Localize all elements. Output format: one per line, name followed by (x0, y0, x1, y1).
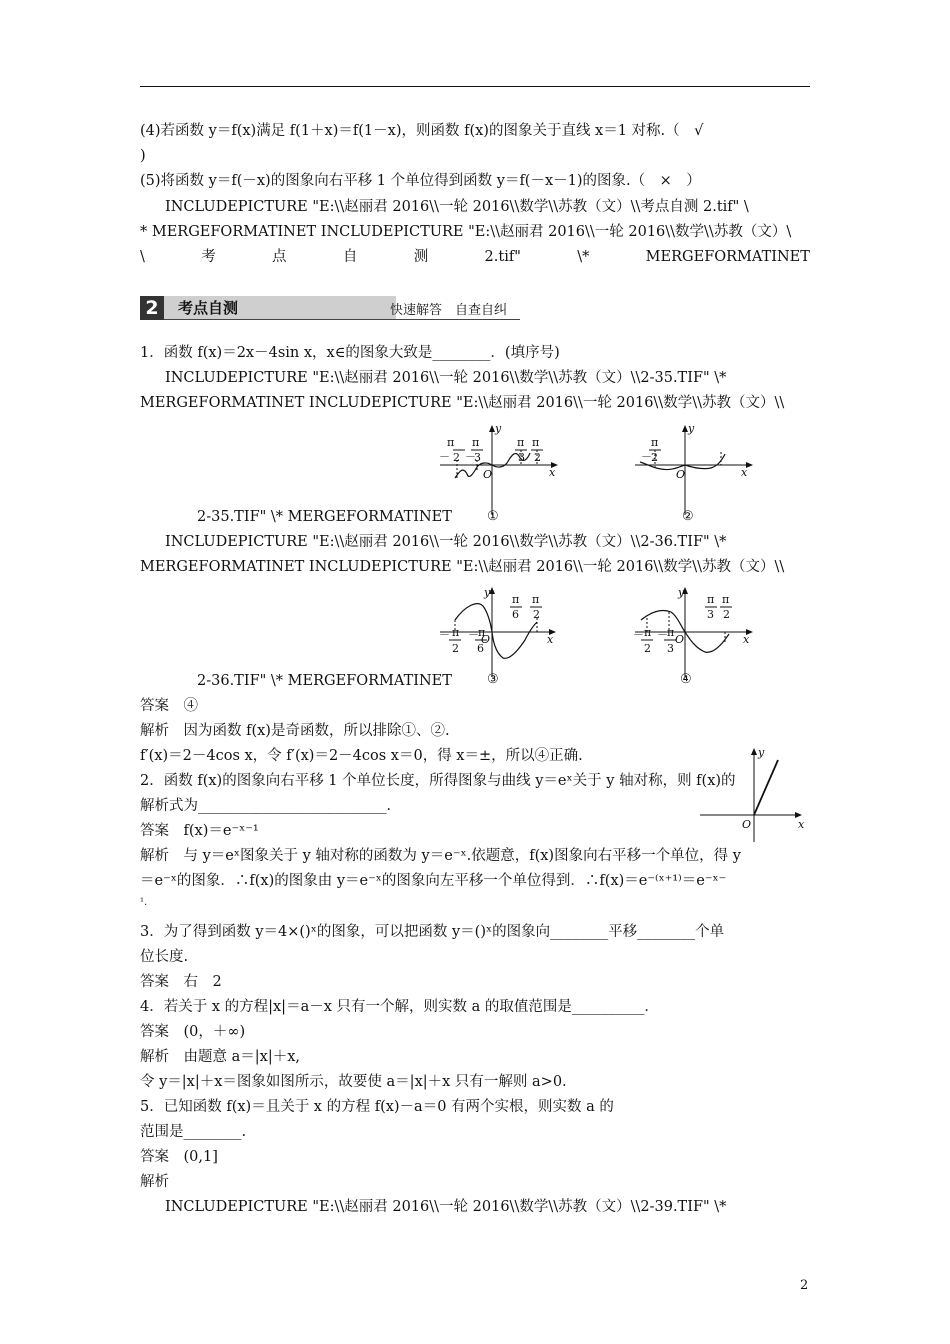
svg-text:x: x (741, 466, 748, 479)
text-line: * MERGEFORMATINET INCLUDEPICTURE "E:\\赵丽君 2016\\一轮 2016\\数学\\苏教（文）\ (140, 224, 792, 240)
section-number: 2 (140, 296, 164, 320)
svg-text:y: y (758, 746, 765, 759)
text-line: (5)将函数 y＝f(－x)的图象向右平移 1 个单位得到函数 y＝f(－x－1)的图象.（ × ） (140, 173, 701, 189)
text-line: INCLUDEPICTURE "E:\\赵丽君 2016\\一轮 2016\\数学\\苏教（文）\\2-35.TIF" \* (165, 370, 727, 386)
svg-text:π: π (707, 593, 715, 606)
svg-text:O: O (675, 633, 685, 646)
svg-text:2: 2 (644, 642, 651, 655)
answer-2: 答案 f(x)＝e⁻ˣ⁻¹ (140, 823, 259, 839)
solution-5: 解析 (140, 1174, 169, 1190)
svg-text:π: π (532, 593, 540, 606)
header-rule (140, 86, 810, 87)
svg-text:π: π (517, 436, 525, 449)
svg-text:π: π (644, 626, 652, 639)
svg-text:－: － (641, 450, 652, 463)
solution-1: 解析 因为函数 f(x)是奇函数，所以排除①、②. (140, 723, 450, 739)
svg-text:2: 2 (452, 642, 459, 655)
text-line: INCLUDEPICTURE "E:\\赵丽君 2016\\一轮 2016\\数学\\苏教（文）\\2-39.TIF" \* (165, 1199, 727, 1215)
text-line: MERGEFORMATINET INCLUDEPICTURE "E:\\赵丽君 2016\\一轮 2016\\数学\\苏教（文）\\ (140, 559, 785, 575)
section-header (140, 296, 520, 320)
svg-text:6: 6 (512, 608, 519, 621)
svg-text:y: y (688, 422, 695, 435)
text-line: ¹. (140, 897, 148, 908)
solution-4: 解析 由题意 a＝|x|＋x, (140, 1049, 300, 1065)
svg-text:y: y (484, 586, 491, 599)
text-line: INCLUDEPICTURE "E:\\赵丽君 2016\\一轮 2016\\数学\\苏教（文）\\考点自测 2.tif" \ (165, 199, 749, 215)
question-1: 1．函数 f(x)＝2x－4sin x，x∈的图象大致是________．(填序号) (140, 345, 560, 361)
text-line: INCLUDEPICTURE "E:\\赵丽君 2016\\一轮 2016\\数学\\苏教（文）\\2-36.TIF" \* (165, 534, 727, 550)
answer-4: 答案 (0，＋∞) (140, 1024, 246, 1040)
svg-text:π: π (512, 593, 520, 606)
svg-text:3: 3 (518, 451, 525, 464)
text-line: ＝e⁻ˣ的图象．∴f(x)的图象由 y＝e⁻ˣ的图象向左平移一个单位得到．∴f(x)＝e⁻⁽ˣ⁺¹⁾＝e⁻ˣ⁻ (140, 873, 727, 889)
question-2: 2．函数 f(x)的图象向右平移 1 个单位长度，所得图象与曲线 y＝eˣ关于 y 轴对称，则 f(x)的 (140, 773, 736, 789)
svg-text:x: x (743, 633, 750, 646)
svg-text:－: － (633, 628, 644, 641)
svg-text:3: 3 (707, 608, 714, 621)
text-line: 2-36.TIF" \* MERGEFORMATINET (197, 673, 452, 689)
solution-2: 解析 与 y＝eˣ图象关于 y 轴对称的函数为 y＝e⁻ˣ.依题意，f(x)图象向右平移一个单位，得 y (140, 848, 741, 864)
svg-text:②: ② (682, 509, 694, 524)
svg-text:π: π (478, 626, 486, 639)
svg-text:－: － (439, 450, 450, 463)
svg-text:3: 3 (667, 642, 674, 655)
answer-1: 答案 ④ (140, 698, 198, 714)
svg-text:π: π (532, 436, 540, 449)
svg-text:π: π (447, 436, 455, 449)
svg-text:－: － (465, 450, 476, 463)
question-4: 4．若关于 x 的方程|x|＝a－x 只有一个解，则实数 a 的取值范围是__________． (140, 999, 659, 1015)
svg-text:－: － (439, 628, 450, 641)
text-line: MERGEFORMATINET INCLUDEPICTURE "E:\\赵丽君 2016\\一轮 2016\\数学\\苏教（文）\\ (140, 395, 785, 411)
svg-text:O: O (742, 818, 752, 831)
question-5: 5．已知函数 f(x)＝且关于 x 的方程 f(x)－a＝0 有两个实根，则实数 a 的 (140, 1099, 614, 1115)
graph-figure-3-4 (425, 582, 770, 687)
svg-text:2: 2 (534, 451, 541, 464)
svg-text:3: 3 (474, 451, 481, 464)
svg-text:－: － (468, 628, 479, 641)
text-line: 令 y＝|x|＋x＝图象如图所示，故要使 a＝|x|＋x 只有一解则 a>0. (140, 1074, 567, 1090)
svg-text:x: x (798, 818, 805, 831)
svg-text:O: O (483, 468, 493, 481)
svg-text:6: 6 (477, 642, 484, 655)
text-line: 2-35.TIF" \* MERGEFORMATINET (197, 509, 452, 525)
svg-text:y: y (678, 586, 685, 599)
page-number: 2 (800, 1278, 809, 1293)
svg-text:－: － (657, 628, 668, 641)
text-line: (4)若函数 y＝f(x)满足 f(1＋x)＝f(1－x)，则函数 f(x)的图象关于直线 x＝1 对称.（ √ (140, 123, 704, 139)
svg-text:x: x (549, 466, 556, 479)
svg-text:π: π (651, 436, 659, 449)
svg-text:2: 2 (723, 608, 730, 621)
svg-text:2: 2 (651, 451, 658, 464)
text-line: 位长度. (140, 949, 189, 965)
svg-text:π: π (472, 436, 480, 449)
svg-text:O: O (676, 468, 686, 481)
svg-text:y: y (495, 422, 502, 435)
question-3: 3．为了得到函数 y＝4×()ˣ的图象，可以把函数 y＝()ˣ的图象向________平移________个单 (140, 924, 725, 940)
text-line: f′(x)＝2－4cos x，令 f′(x)＝2－4cos x＝0，得 x＝±，所以④正确. (140, 748, 583, 764)
section-title: 考点自测 (178, 299, 239, 317)
justified-line: \ 考 点 自 测 2.tif" \* MERGEFORMATINET (140, 249, 810, 265)
text-line: ) (140, 148, 146, 164)
svg-text:π: π (452, 626, 460, 639)
svg-text:O: O (481, 633, 491, 646)
svg-text:④: ④ (680, 672, 692, 687)
svg-text:x: x (547, 633, 554, 646)
answer-3: 答案 右 2 (140, 974, 222, 990)
svg-text:2: 2 (533, 608, 540, 621)
section-subtitle: 快速解答 自查自纠 (390, 303, 508, 318)
svg-text:2: 2 (453, 451, 460, 464)
svg-text:③: ③ (487, 672, 499, 687)
answer-5: 答案 (0,1] (140, 1149, 218, 1165)
text-line: 解析式为__________________________． (140, 798, 401, 814)
text-line: 范围是________. (140, 1124, 247, 1140)
svg-text:π: π (667, 626, 675, 639)
svg-text:①: ① (487, 509, 499, 524)
graph-abs-figure (698, 742, 813, 847)
svg-text:π: π (722, 593, 730, 606)
graph-figure-1-2 (425, 420, 770, 525)
